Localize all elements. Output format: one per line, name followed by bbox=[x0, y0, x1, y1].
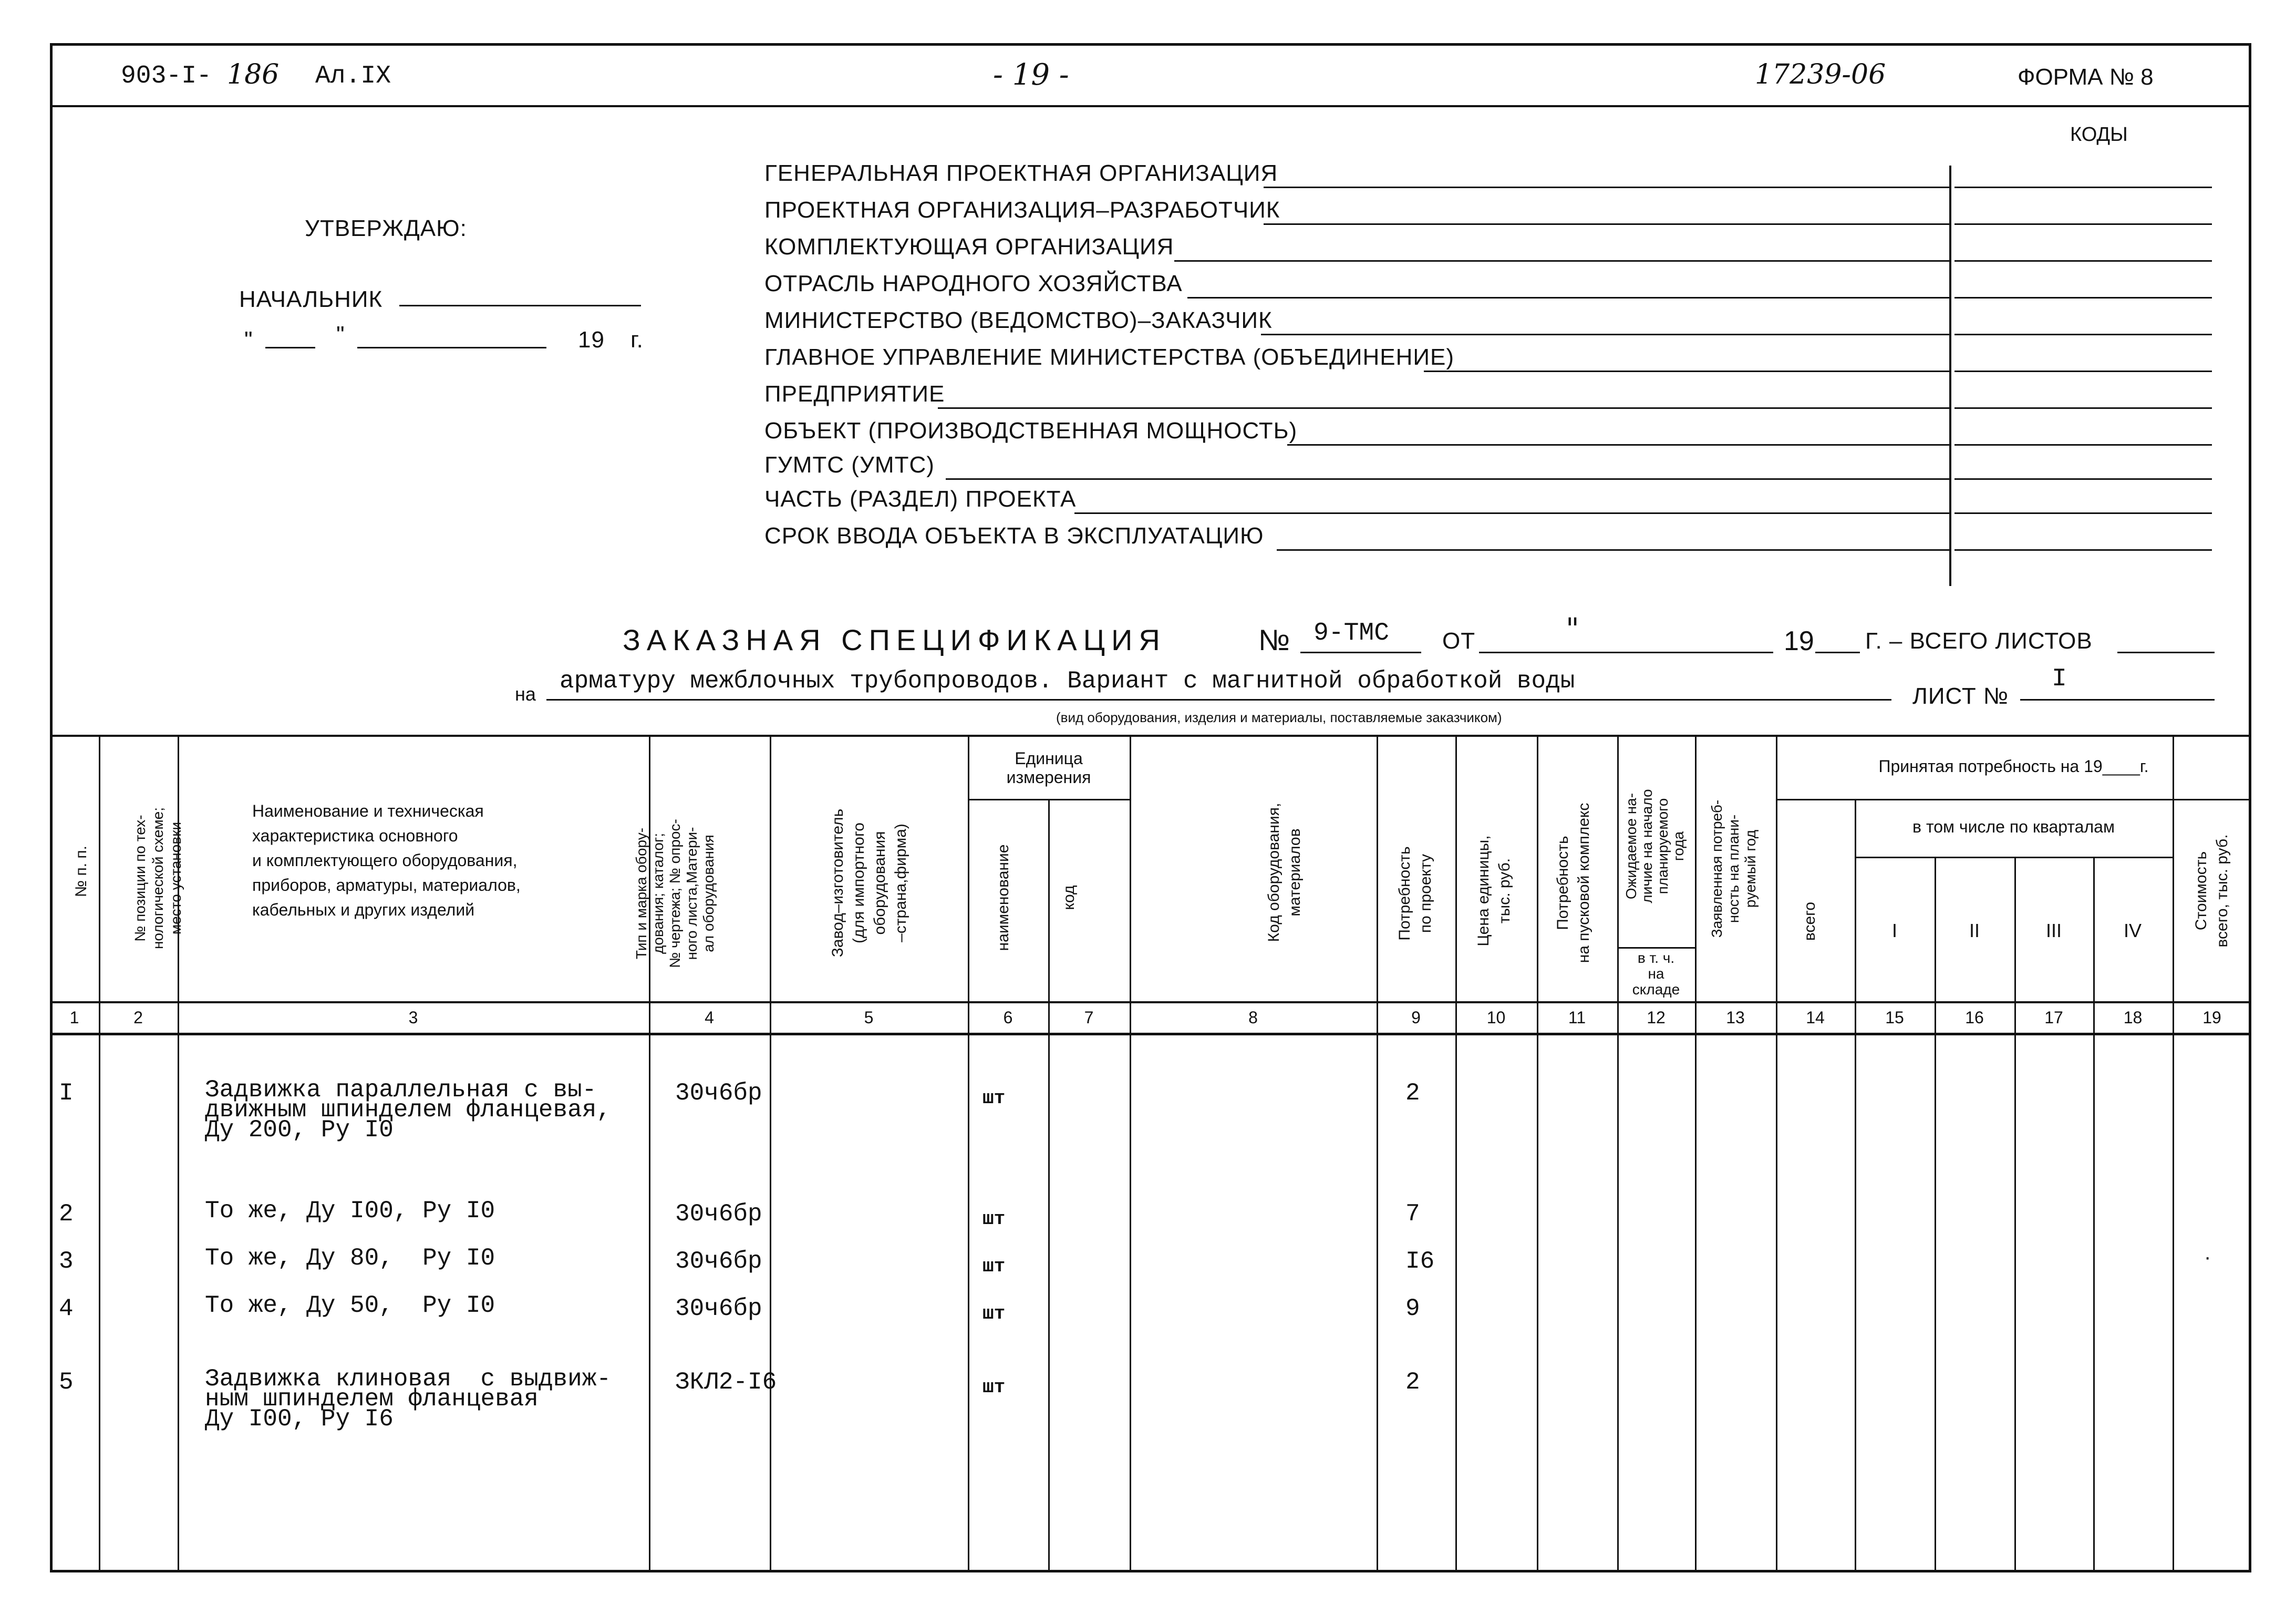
org-field-line[interactable] bbox=[946, 478, 1949, 480]
col-header-12b: в т. ч. на складе bbox=[1632, 950, 1680, 998]
org-field-label: ПРЕДПРИЯТИЕ bbox=[764, 381, 945, 407]
org-field-label: ОТРАСЛЬ НАРОДНОГО ХОЗЯЙСТВА bbox=[764, 271, 1183, 296]
column-line bbox=[968, 736, 969, 1571]
date-day-line[interactable] bbox=[265, 347, 315, 348]
column-number: 17 bbox=[2044, 1008, 2063, 1027]
org-field-line[interactable] bbox=[938, 407, 1949, 409]
c12-divider bbox=[1617, 947, 1695, 949]
accepted-header: Принятая потребность на 19____г. bbox=[1878, 757, 2149, 776]
row-unit: шт bbox=[982, 1208, 1006, 1230]
org-field-label: КОМПЛЕКТУЮЩАЯ ОРГАНИЗАЦИЯ bbox=[764, 234, 1174, 260]
column-line bbox=[1776, 736, 1777, 1571]
row-number: 4 bbox=[59, 1295, 74, 1322]
album-label: Ал.IX bbox=[315, 62, 391, 90]
column-line bbox=[2093, 857, 2095, 1571]
sheet-label: ЛИСТ № bbox=[1912, 683, 2009, 709]
col-header-2: № позиции по тех- нологической схеме; место установки bbox=[132, 807, 184, 950]
row-quantity: 7 bbox=[1405, 1200, 1420, 1228]
column-number: 12 bbox=[1647, 1008, 1666, 1027]
col-header-7: код bbox=[1060, 885, 1078, 910]
date-quote-open: " bbox=[244, 327, 253, 353]
quarters-header: в том числе по кварталам bbox=[1912, 817, 2115, 836]
org-field-code-line[interactable] bbox=[1954, 549, 2212, 551]
col-header-3: Наименование и техническая характеристика основного и комплектующего оборудования, приборов, арматуры, материалов, кабельных и других изделий bbox=[252, 801, 521, 919]
column-line bbox=[1935, 857, 1936, 1571]
project-code-number: 186 bbox=[227, 59, 280, 90]
column-line bbox=[1455, 736, 1457, 1571]
project-code: 903-I- bbox=[121, 62, 212, 90]
spec-subject-caption: (вид оборудования, изделия и материалы, поставляемые заказчиком) bbox=[1056, 710, 1502, 725]
accepted-divider bbox=[1776, 799, 2251, 800]
col-header-5: Завод–изготовитель (для импортного оборудования –страна,фирма) bbox=[829, 808, 909, 958]
spec-date-line[interactable] bbox=[1479, 652, 1773, 653]
row-quantity: 2 bbox=[1405, 1369, 1420, 1396]
spec-number-value: 9-ТМС bbox=[1314, 619, 1390, 647]
col-header-11: Потребность на пусковой комплекс bbox=[1554, 803, 1592, 963]
org-field-label: ЧАСТЬ (РАЗДЕЛ) ПРОЕКТА bbox=[764, 486, 1077, 512]
column-line bbox=[2014, 857, 2016, 1571]
table-header-bottom bbox=[50, 1001, 2251, 1003]
row-name: Задвижка параллельная с вы- движным шпинделем фланцевая, Ду 200, Ру I0 bbox=[205, 1076, 611, 1144]
spec-year-line[interactable] bbox=[1815, 652, 1860, 653]
org-field-label: ГУМТС (УМТС) bbox=[764, 452, 935, 478]
org-field-code-line[interactable] bbox=[1954, 260, 2212, 262]
quarter-2: II bbox=[1969, 920, 1980, 941]
spec-on-label: на bbox=[515, 683, 536, 705]
column-line bbox=[2173, 736, 2174, 1571]
row-unit: шт bbox=[982, 1087, 1006, 1109]
column-number: 6 bbox=[1003, 1008, 1013, 1027]
col-header-14: всего bbox=[1801, 901, 1818, 941]
column-number: 1 bbox=[69, 1008, 79, 1027]
org-field-code-line[interactable] bbox=[1954, 223, 2212, 225]
sheet-number-line bbox=[2020, 699, 2215, 701]
quarter-3: III bbox=[2045, 920, 2062, 941]
row-name: То же, Ду I00, Ру I0 bbox=[205, 1197, 495, 1225]
approval-title: УТВЕРЖДАЮ: bbox=[305, 215, 467, 241]
col-header-9: Потребность по проекту bbox=[1396, 846, 1434, 941]
column-line bbox=[1855, 799, 1856, 1571]
col-header-6: наименование bbox=[995, 844, 1012, 951]
chief-label: НАЧАЛЬНИК bbox=[239, 286, 383, 312]
org-field-label: СРОК ВВОДА ОБЪЕКТА В ЭКСПЛУАТАЦИЮ bbox=[764, 523, 1264, 549]
column-number: 10 bbox=[1486, 1008, 1506, 1027]
row-type: 30ч6бр bbox=[675, 1200, 762, 1228]
codes-divider bbox=[1949, 166, 1951, 586]
row-name: То же, Ду 80, Ру I0 bbox=[205, 1245, 495, 1272]
org-field-code-line[interactable] bbox=[1954, 297, 2212, 299]
date-year-suffix: г. bbox=[630, 327, 644, 353]
row-type: ЗКЛ2-I6 bbox=[675, 1369, 777, 1396]
column-number: 4 bbox=[705, 1008, 714, 1027]
column-number: 13 bbox=[1726, 1008, 1745, 1027]
org-field-code-line[interactable] bbox=[1954, 334, 2212, 335]
org-field-label: ПРОЕКТНАЯ ОРГАНИЗАЦИЯ–РАЗРАБОТЧИК bbox=[764, 197, 1280, 223]
column-number: 11 bbox=[1568, 1008, 1586, 1027]
row-name: Задвижка клиновая с выдвиж- ным шпинделем фланцевая Ду I00, Ру I6 bbox=[205, 1365, 611, 1433]
org-field-label: МИНИСТЕРСТВО (ВЕДОМСТВО)–ЗАКАЗЧИК bbox=[764, 307, 1273, 333]
row-number: 2 bbox=[59, 1200, 74, 1228]
column-line bbox=[1048, 799, 1050, 1571]
col-header-12: Ожидаемое на- личие на начало планируемого года bbox=[1623, 789, 1687, 903]
org-field-line[interactable] bbox=[1287, 444, 1949, 446]
col-header-10: Цена единицы, тыс. руб. bbox=[1475, 835, 1513, 947]
column-line bbox=[99, 736, 100, 1571]
col-header-8: Код оборудования, материалов bbox=[1265, 803, 1304, 942]
column-number: 14 bbox=[1806, 1008, 1825, 1027]
col-header-4: Тип и марка обору- дования; каталог; № чертежа; № опрос- ного листа,Матери- ал оборудования bbox=[633, 819, 717, 968]
column-number: 9 bbox=[1411, 1008, 1421, 1027]
column-line bbox=[1695, 736, 1697, 1571]
org-field-code-line[interactable] bbox=[1954, 478, 2212, 480]
row-name: То же, Ду 50, Ру I0 bbox=[205, 1292, 495, 1319]
row-number: 3 bbox=[59, 1248, 74, 1275]
quarter-4: IV bbox=[2123, 920, 2142, 941]
quarter-1: I bbox=[1891, 920, 1897, 941]
org-field-line[interactable] bbox=[1264, 223, 1949, 225]
spec-from-label: ОТ bbox=[1442, 628, 1476, 654]
column-number: 2 bbox=[133, 1008, 143, 1027]
row-number: I bbox=[59, 1080, 74, 1107]
column-line bbox=[1130, 736, 1131, 1571]
column-line bbox=[770, 736, 771, 1571]
org-field-line[interactable] bbox=[1264, 187, 1949, 188]
stray-dot: · bbox=[2204, 1246, 2211, 1269]
org-field-code-line[interactable] bbox=[1954, 407, 2212, 409]
spec-total-sheets-line[interactable] bbox=[2117, 652, 2215, 653]
org-field-line[interactable] bbox=[1074, 512, 1949, 514]
row-quantity: 9 bbox=[1405, 1295, 1420, 1322]
spec-date-quote: " bbox=[1566, 612, 1579, 646]
org-field-line[interactable] bbox=[1174, 260, 1949, 262]
document-number: 17239-06 bbox=[1755, 59, 1886, 90]
org-field-code-line[interactable] bbox=[1954, 187, 2212, 188]
row-type: 30ч6бр bbox=[675, 1080, 762, 1107]
column-number: 19 bbox=[2202, 1008, 2221, 1027]
table-top-border bbox=[50, 735, 2251, 737]
header-divider bbox=[50, 105, 2251, 107]
col-header-13: Заявленная потреб- ность на плани- руемый год bbox=[1709, 799, 1759, 938]
unit-header-divider bbox=[968, 799, 1130, 800]
column-number: 15 bbox=[1885, 1008, 1904, 1027]
column-number: 7 bbox=[1084, 1008, 1094, 1027]
org-field-code-line[interactable] bbox=[1954, 444, 2212, 446]
column-number: 16 bbox=[1965, 1008, 1984, 1027]
column-number: 8 bbox=[1248, 1008, 1258, 1027]
org-field-line[interactable] bbox=[1261, 334, 1949, 335]
spec-year-prefix: 19 bbox=[1784, 626, 1814, 656]
row-quantity: 2 bbox=[1405, 1080, 1420, 1107]
form-number: ФОРМА № 8 bbox=[2018, 64, 2154, 90]
org-field-code-line[interactable] bbox=[1954, 512, 2212, 514]
org-field-line[interactable] bbox=[1187, 297, 1949, 299]
row-quantity: I6 bbox=[1405, 1248, 1435, 1275]
date-year-prefix: 19 bbox=[578, 327, 605, 353]
column-number: 5 bbox=[864, 1008, 874, 1027]
org-field-line[interactable] bbox=[1424, 371, 1949, 372]
column-line bbox=[1617, 736, 1619, 1571]
spec-title: ЗАКАЗНАЯ СПЕЦИФИКАЦИЯ bbox=[623, 623, 1166, 656]
spec-total-sheets-label: Г. – ВСЕГО ЛИСТОВ bbox=[1865, 628, 2093, 654]
spec-number-label: № bbox=[1258, 623, 1290, 656]
org-field-label: ГЕНЕРАЛЬНАЯ ПРОЕКТНАЯ ОРГАНИЗАЦИЯ bbox=[764, 160, 1278, 186]
quarters-divider bbox=[1855, 857, 2173, 858]
column-line bbox=[1537, 736, 1538, 1571]
sheet-value: I bbox=[2052, 665, 2067, 693]
spec-number-line bbox=[1300, 652, 1421, 653]
spec-subject: арматуру межблочных трубопроводов. Вариант с магнитной обработкой воды bbox=[560, 667, 1575, 695]
col-header-unit: Единица измерения bbox=[1006, 749, 1091, 787]
date-quote-close: " bbox=[336, 322, 345, 347]
row-type: 30ч6бр bbox=[675, 1295, 762, 1322]
row-number: 5 bbox=[59, 1369, 74, 1396]
date-month-line[interactable] bbox=[357, 347, 546, 348]
row-unit: шт bbox=[982, 1376, 1006, 1398]
org-field-line[interactable] bbox=[1277, 549, 1949, 551]
row-type: 30ч6бр bbox=[675, 1248, 762, 1275]
col-header-1: № п. п. bbox=[73, 846, 90, 898]
page-number: - 19 - bbox=[993, 58, 1069, 92]
column-number: 18 bbox=[2123, 1008, 2143, 1027]
org-field-label: ОБЪЕКТ (ПРОИЗВОДСТВЕННАЯ МОЩНОСТЬ) bbox=[764, 418, 1298, 444]
column-line bbox=[1377, 736, 1378, 1571]
table-numbers-bottom bbox=[50, 1033, 2251, 1035]
row-unit: шт bbox=[982, 1303, 1006, 1324]
codes-label: КОДЫ bbox=[2070, 124, 2128, 146]
col-header-19: Стоимость всего, тыс. руб. bbox=[2192, 834, 2231, 948]
chief-signature-line[interactable] bbox=[399, 305, 641, 306]
org-field-code-line[interactable] bbox=[1954, 371, 2212, 372]
spec-subject-line bbox=[546, 699, 1891, 701]
org-field-label: ГЛАВНОЕ УПРАВЛЕНИЕ МИНИСТЕРСТВА (ОБЪЕДИНЕНИЕ) bbox=[764, 344, 1455, 370]
row-unit: шт bbox=[982, 1256, 1006, 1277]
column-number: 3 bbox=[408, 1008, 418, 1027]
